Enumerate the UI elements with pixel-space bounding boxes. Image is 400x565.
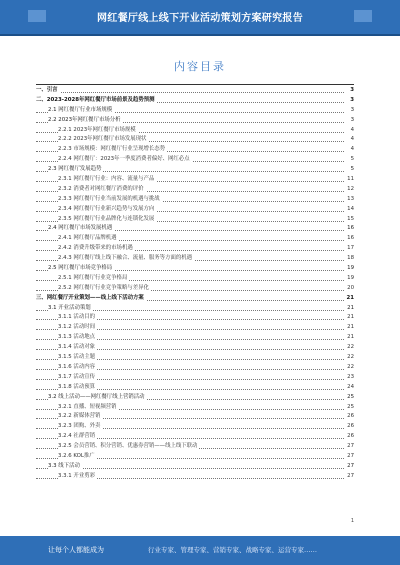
toc-entry[interactable]: [36, 393, 354, 403]
toc-entry[interactable]: [36, 106, 354, 116]
toc-entry[interactable]: [36, 442, 354, 452]
toc-entry[interactable]: [36, 135, 354, 145]
toc-entry-page: 4: [350, 145, 354, 155]
toc-entry-label: 3.1.6 活动内容: [58, 363, 95, 370]
toc-entry-page: 26: [346, 432, 354, 442]
toc-entry-page: 24: [346, 383, 354, 393]
toc-entry[interactable]: [36, 304, 354, 314]
toc-title: 内容目录: [174, 60, 226, 73]
toc-entry-label: 3.1.5 活动主题: [58, 354, 95, 361]
toc-entry[interactable]: [36, 412, 354, 422]
toc-entry-label: 3.1 开业活动策划: [48, 304, 91, 311]
toc-entry[interactable]: [36, 472, 354, 482]
toc-entry[interactable]: [36, 343, 354, 353]
toc-entry[interactable]: [36, 422, 354, 432]
table-of-contents: [36, 86, 354, 482]
toc-entry-label: 2.3.5 网红餐厅行业品牌化与连锁化发展: [58, 215, 155, 222]
toc-entry[interactable]: [36, 264, 354, 274]
toc-entry-label: 2.2 2023年网红餐厅市场分析: [48, 116, 121, 123]
toc-entry-page: 22: [346, 353, 354, 363]
toc-entry-page: 23: [346, 373, 354, 383]
toc-entry-page: 21: [346, 304, 354, 314]
toc-entry[interactable]: [36, 205, 354, 215]
toc-entry-label: 3.2.5 会员营销、积分营销、优惠券营销——线上线下联动: [58, 443, 198, 450]
toc-entry[interactable]: [36, 155, 354, 165]
toc-entry-page: 25: [346, 393, 354, 403]
toc-entry-label: 2.2.3 市场规模：网红餐厅行业呈现增长态势: [58, 146, 166, 153]
toc-entry-label: 2.3.3 网红餐厅行业当前发展的机遇与挑战: [58, 195, 160, 202]
toc-leader-dots: [36, 468, 344, 469]
toc-entry-label: 2.4 网红餐厅市场发展机遇: [48, 225, 113, 232]
toc-entry[interactable]: [36, 234, 354, 244]
toc-entry-page: 3: [349, 86, 354, 96]
toc-entry[interactable]: [36, 215, 354, 225]
toc-entry[interactable]: [36, 363, 354, 373]
page-number: 1: [350, 518, 354, 524]
toc-entry[interactable]: [36, 126, 354, 136]
toc-entry-page: 26: [346, 412, 354, 422]
toc-entry-label: 3.2.2 新媒体营销: [58, 413, 101, 420]
toc-entry[interactable]: [36, 323, 354, 333]
toc-entry-label: 2.5 网红餐厅市场竞争格局: [48, 265, 113, 272]
toc-entry-page: 21: [346, 323, 354, 333]
toc-entry-page: 16: [346, 224, 354, 234]
toc-entry-page: 3: [350, 106, 354, 116]
toc-entry[interactable]: [36, 86, 354, 96]
toc-entry-label: 2.2.2 2023年网红餐厅市场发展现状: [58, 136, 147, 143]
toc-entry-label: 二、2023-2028年网红餐厅市场前景及趋势预测: [36, 96, 155, 103]
toc-entry-page: 11: [346, 175, 354, 185]
toc-entry-page: 13: [346, 195, 354, 205]
toc-entry-page: 27: [346, 442, 354, 452]
toc-entry-page: 21: [346, 313, 354, 323]
toc-entry-page: 21: [346, 333, 354, 343]
toc-entry-label: 3.2.3 团购、外卖: [58, 423, 101, 430]
toc-entry-label: 2.4.2 消费升级带来的市场机遇: [58, 245, 133, 252]
toc-entry-page: 15: [346, 215, 354, 225]
page-header: [0, 0, 400, 36]
page-footer: [0, 536, 400, 565]
toc-entry[interactable]: [36, 403, 354, 413]
footer-slogan: 让每个人都能成为: [48, 546, 104, 554]
toc-entry[interactable]: [36, 145, 354, 155]
footer-tagline: 行业专家、管理专家、营销专家、战略专家、运营专家……: [148, 546, 317, 554]
toc-entry[interactable]: [36, 383, 354, 393]
toc-entry[interactable]: [36, 373, 354, 383]
toc-entry-page: 27: [346, 452, 354, 462]
toc-entry-label: 3.3.1 开业剪彩: [58, 472, 95, 479]
toc-entry-page: 4: [350, 126, 354, 136]
toc-entry[interactable]: [36, 313, 354, 323]
toc-entry-label: 3.1.7 活动宣传: [58, 373, 95, 380]
toc-entry-page: 3: [350, 116, 354, 126]
toc-entry[interactable]: [36, 195, 354, 205]
report-title: 网红餐厅线上线下开业活动策划方案研究报告: [97, 13, 303, 24]
toc-entry[interactable]: [36, 224, 354, 234]
toc-leader-dots: [36, 92, 344, 93]
toc-entry[interactable]: [36, 96, 354, 106]
toc-entry-label: 一、引言: [36, 87, 58, 93]
toc-entry-label: 2.4.1 网红餐厅品牌机遇: [58, 235, 117, 242]
toc-entry[interactable]: [36, 185, 354, 195]
toc-entry[interactable]: [36, 432, 354, 442]
toc-entry[interactable]: [36, 116, 354, 126]
toc-entry-label: 3.1.1 活动目的: [58, 314, 95, 321]
toc-entry-page: 3: [349, 96, 354, 106]
toc-entry[interactable]: [36, 333, 354, 343]
toc-entry-label: 2.1 网红餐厅行业市场规模: [48, 106, 113, 113]
toc-entry-page: 17: [346, 244, 354, 254]
toc-entry-page: 25: [346, 403, 354, 413]
toc-entry[interactable]: [36, 353, 354, 363]
toc-entry-label: 2.3 网红餐厅发展趋势: [48, 166, 102, 173]
toc-entry-label: 2.3.2 消费者对网红餐厅消费的评价: [58, 185, 144, 192]
toc-entry[interactable]: [36, 254, 354, 264]
toc-entry-label: 2.3.4 网红餐厅行业新兴趋势与发展方向: [58, 205, 155, 212]
toc-entry-page: 18: [346, 254, 354, 264]
toc-entry-label: 2.2.4 网红餐厅：2023年一季度消费者偏好、网红必点: [58, 156, 190, 163]
toc-entry-label: 3.1.8 活动预算: [58, 383, 95, 390]
toc-entry-page: 14: [346, 205, 354, 215]
toc-entry-page: 5: [350, 165, 354, 175]
toc-entry-page: 19: [346, 274, 354, 284]
toc-entry-label: 3.3 线下活动: [48, 462, 80, 469]
toc-entry-label: 3.2.4 社群营销: [58, 433, 95, 440]
toc-entry-page: 27: [346, 462, 354, 472]
toc-entry-label: 2.2.1 2023年网红餐厅市场规模: [58, 126, 136, 133]
toc-entry-label: 3.2.6 KOL推广: [58, 452, 95, 459]
toc-entry-page: 26: [346, 422, 354, 432]
toc-entry-page: 16: [346, 234, 354, 244]
toc-entry[interactable]: [36, 462, 354, 472]
toc-entry-page: 5: [350, 155, 354, 165]
toc-entry-page: 20: [346, 284, 354, 294]
toc-entry[interactable]: [36, 274, 354, 284]
toc-entry-label: 2.3.1 网红餐厅行业：内容、流量与产品: [58, 176, 155, 183]
toc-entry-label: 3.2.1 直播、短视频营销: [58, 403, 117, 410]
toc-entry-page: 4: [350, 135, 354, 145]
toc-entry-label: 3.1.2 活动时间: [58, 324, 95, 331]
toc-entry-page: 21: [345, 294, 354, 304]
toc-entry[interactable]: [36, 244, 354, 254]
toc-entry-label: 3.1.4 活动对象: [58, 344, 95, 351]
toc-entry-label: 3.2 线上活动——网红餐厅线上营销活动: [48, 393, 145, 400]
toc-entry-label: 3.1.3 活动地点: [58, 334, 95, 341]
toc-entry-label: 2.5.2 网红餐厅行业竞争策略与差异化: [58, 284, 149, 291]
toc-entry-page: 19: [346, 264, 354, 274]
toc-entry-page: 27: [346, 472, 354, 482]
toc-entry-page: 22: [346, 363, 354, 373]
toc-top-rule: [36, 84, 354, 85]
toc-entry-label: 2.4.3 网红餐厅线上线下融合、流量、服务等方面的机遇: [58, 255, 193, 262]
toc-entry[interactable]: [36, 284, 354, 294]
toc-entry-label: 三、网红餐厅开业策划——线上线下活动方案: [36, 294, 144, 301]
toc-entry[interactable]: [36, 294, 354, 304]
toc-entry[interactable]: [36, 175, 354, 185]
toc-entry[interactable]: [36, 452, 354, 462]
toc-entry[interactable]: [36, 165, 354, 175]
toc-entry-page: 12: [346, 185, 354, 195]
toc-entry-page: 22: [346, 343, 354, 353]
toc-entry-label: 2.5.1 网红餐厅行业竞争格局: [58, 274, 128, 281]
